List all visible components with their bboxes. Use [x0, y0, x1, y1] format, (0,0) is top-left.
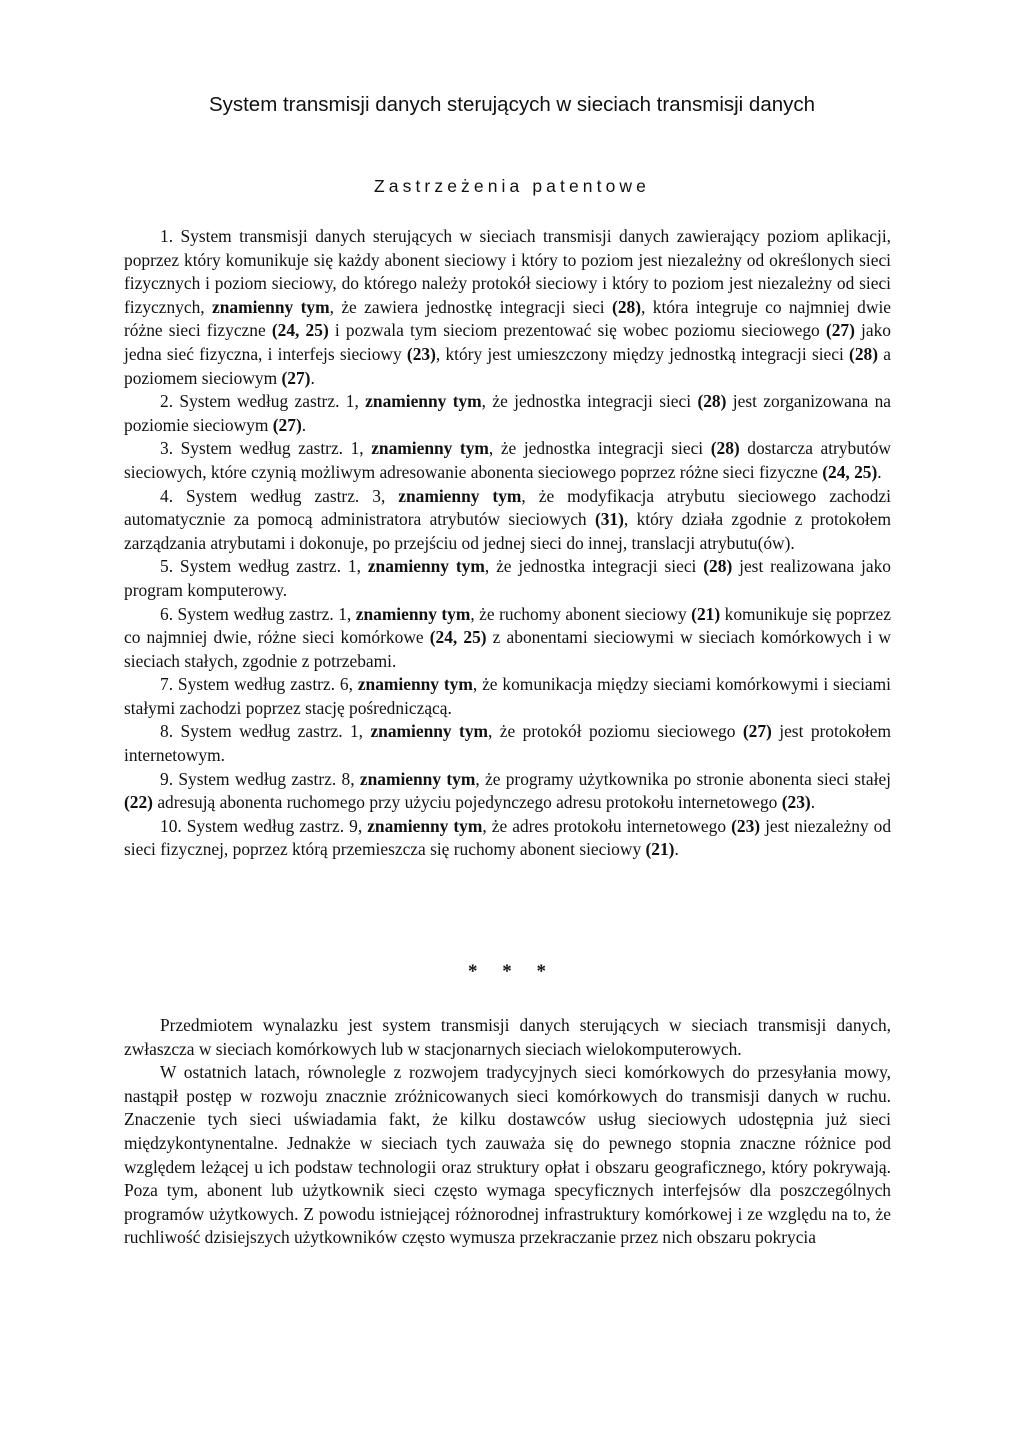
claim-paragraph: [124, 768, 891, 815]
claim-text: , że ruchomy abonent sieciowy: [470, 603, 692, 624]
claim-text: z abonentami sieciowymi w sieciach komórkowych i w sieciach stałych, zgodnie z potrzebami.: [124, 627, 891, 671]
section-separator: * * *: [468, 961, 556, 982]
claim-emphasis: znamienny tym: [371, 438, 489, 459]
claim-text: 9. System według zastrz. 8,: [160, 768, 360, 789]
claim-paragraph: [124, 390, 891, 437]
claim-emphasis: (21): [645, 839, 675, 860]
claim-emphasis: (27): [742, 721, 772, 742]
claim-text: dostarcza atrybutów sieciowych, które czynią możliwym adresowanie abonenta sieciowego poprzez różne sieci fizyczne: [124, 438, 891, 482]
claim-paragraph: [124, 673, 891, 720]
claim-text: , że zawiera jednostkę integracji sieci: [329, 296, 613, 317]
claim-text: , że protokół poziomu sieciowego: [488, 721, 743, 742]
claim-text: 7. System według zastrz. 6,: [160, 674, 358, 695]
claim-emphasis: znamienny tym: [367, 556, 485, 577]
claim-emphasis: znamienny tym: [359, 768, 476, 789]
claim-text: .: [877, 461, 882, 482]
claim-text: jest niezależny od sieci fizycznej, poprzez którą przemieszcza się ruchomy abonent sieciowy: [124, 815, 892, 860]
claim-text: , że jednostka integracji sieci: [481, 391, 698, 412]
claim-emphasis: (24, 25): [429, 627, 487, 648]
claim-text: 3. System według zastrz. 1,: [160, 438, 372, 459]
claim-text: , że adres protokołu internetowego: [482, 815, 732, 836]
claim-paragraph: [124, 603, 891, 674]
claim-text: , który jest umieszczony między jednostką integracji sieci: [435, 343, 850, 364]
claim-emphasis: znamienny tym: [212, 296, 330, 317]
claim-text: , że komunikacja między sieciami komórkowymi i sieciami stałymi zachodzi poprzez stację pośredniczącą.: [124, 674, 891, 718]
claim-text: 2. System według zastrz. 1,: [160, 391, 366, 412]
claim-paragraph: [124, 815, 891, 862]
claim-text: , że jednostka integracji sieci: [484, 556, 704, 577]
claim-emphasis: (22): [124, 792, 153, 813]
claim-emphasis: (31): [594, 509, 624, 530]
description-section: [124, 1014, 891, 1250]
claim-text: .: [810, 792, 816, 813]
claim-emphasis: (27): [272, 414, 302, 435]
claim-emphasis: znamienny tym: [365, 391, 482, 412]
claim-text: , który działa zgodnie z protokołem zarządzania atrybutami i dokonuje, po przejściu od jednej sieci do innej, translacji atrybutu(ów).: [124, 509, 891, 553]
claim-paragraph: [124, 720, 891, 767]
claim-emphasis: znamienny tym: [357, 674, 473, 695]
claim-text: 4. System według zastrz. 3,: [160, 485, 399, 506]
claim-text: komunikuje się poprzez co najmniej dwie, różne sieci komórkowe: [124, 603, 891, 648]
claim-emphasis: (23): [731, 815, 761, 836]
claim-text: 10. System według zastrz. 9,: [160, 815, 368, 836]
claim-text: jako jedna sieć fizyczna, i interfejs sieciowy: [124, 320, 891, 364]
claim-text: adresują abonenta ruchomego przy użyciu pojedynczego adresu protokołu internetowego: [152, 792, 782, 813]
claim-text: jest realizowana jako program komputerowy.: [124, 556, 891, 600]
claims-list: [124, 225, 891, 862]
claim-emphasis: (27): [281, 367, 311, 388]
claim-emphasis: (21): [691, 603, 721, 624]
claim-text: , że modyfikacja atrybutu sieciowego zachodzi automatycznie za pomocą administratora atrybutów sieciowych: [124, 485, 891, 530]
claim-text: jest protokołem internetowym.: [124, 721, 891, 766]
claim-emphasis: (28): [849, 343, 879, 364]
claim-text: , która integruje co najmniej dwie różne sieci fizyczne: [124, 296, 891, 341]
claim-emphasis: (24, 25): [822, 461, 878, 482]
claim-text: jest zorganizowana na poziomie sieciowym: [124, 391, 891, 435]
claim-text: 8. System według zastrz. 1,: [160, 721, 371, 742]
claim-text: i pozwala tym sieciom prezentować się wobec poziomu sieciowego: [328, 320, 826, 341]
claim-emphasis: (28): [612, 296, 642, 317]
claim-text: .: [674, 839, 679, 860]
description-paragraph: W ostatnich latach, równolegle z rozwojem tradycyjnych sieci komórkowych do przesyłania mowy, nastąpił postęp w rozwoju znacznie zróżnicowanych sieci komórkowych do transmisji danych w ruchu. Znaczenie tych sieci uświadamia fakt, że kilku dostawców usług sieciowych udostępnia już sieci międzykontynentalne. Jednakże w sieciach tych zauważa się do pewnego stopnia znaczne różnice pod względem leżącej u ich podstaw technologii oraz struktury opłat i obszaru geograficznego, który pokrywają. Poza tym, abonent lub użytkownik sieci często wymaga specyficznych interfejsów dla poszczególnych programów użytkowych. Z powodu istniejącej różnorodnej infrastruktury komórkowej i ze względu na to, że ruchliwość dzisiejszych użytkowników często wymusza przekraczanie przez nich obszaru pokrycia: [124, 1062, 891, 1248]
claim-paragraph: [124, 225, 891, 390]
claim-text: , że programy użytkownika po stronie abonenta sieci stałej: [475, 768, 891, 789]
claim-paragraph: [124, 437, 891, 484]
claim-emphasis: znamienny tym: [355, 603, 471, 624]
claim-text: , że jednostka integracji sieci: [488, 438, 711, 459]
claim-text: .: [310, 367, 315, 388]
claim-emphasis: (23): [406, 343, 436, 364]
claim-emphasis: znamienny tym: [398, 485, 522, 506]
claim-paragraph: [124, 555, 891, 602]
claim-text: .: [301, 414, 307, 435]
claim-emphasis: (28): [710, 438, 740, 459]
claim-emphasis: (23): [781, 792, 811, 813]
claim-text: 5. System według zastrz. 1,: [160, 556, 368, 577]
claim-text: a poziomem sieciowym: [124, 343, 891, 388]
claim-text: 6. System według zastrz. 1,: [160, 603, 356, 624]
claim-emphasis: (28): [697, 391, 727, 412]
claim-text: 1. System transmisji danych sterujących w sieciach transmisji danych zawierający poziom aplikacji, poprzez który komunikuje się każdy abonent sieciowy i który to poziom jest niezależny od określonych sieci fizycznych i poziom sieciowy, do którego należy protokół sieciowy i który to poziom jest niezależny od sieci fizycznych,: [124, 226, 891, 317]
claim-emphasis: (27): [825, 320, 855, 341]
description-paragraph: Przedmiotem wynalazku jest system transmisji danych sterujących w sieciach transmisji danych, zwłaszcza w sieciach komórkowych lub w stacjonarnych sieciach wielokomputerowych.: [124, 1015, 891, 1059]
claims-heading: Zastrzeżenia patentowe: [373, 176, 650, 196]
claim-paragraph: [124, 485, 891, 556]
document-title: System transmisji danych sterujących w sieciach transmisji danych: [208, 93, 816, 116]
claim-emphasis: znamienny tym: [370, 721, 488, 742]
claim-emphasis: (28): [703, 556, 733, 577]
claim-emphasis: znamienny tym: [367, 815, 483, 836]
claim-emphasis: (24, 25): [271, 320, 329, 341]
